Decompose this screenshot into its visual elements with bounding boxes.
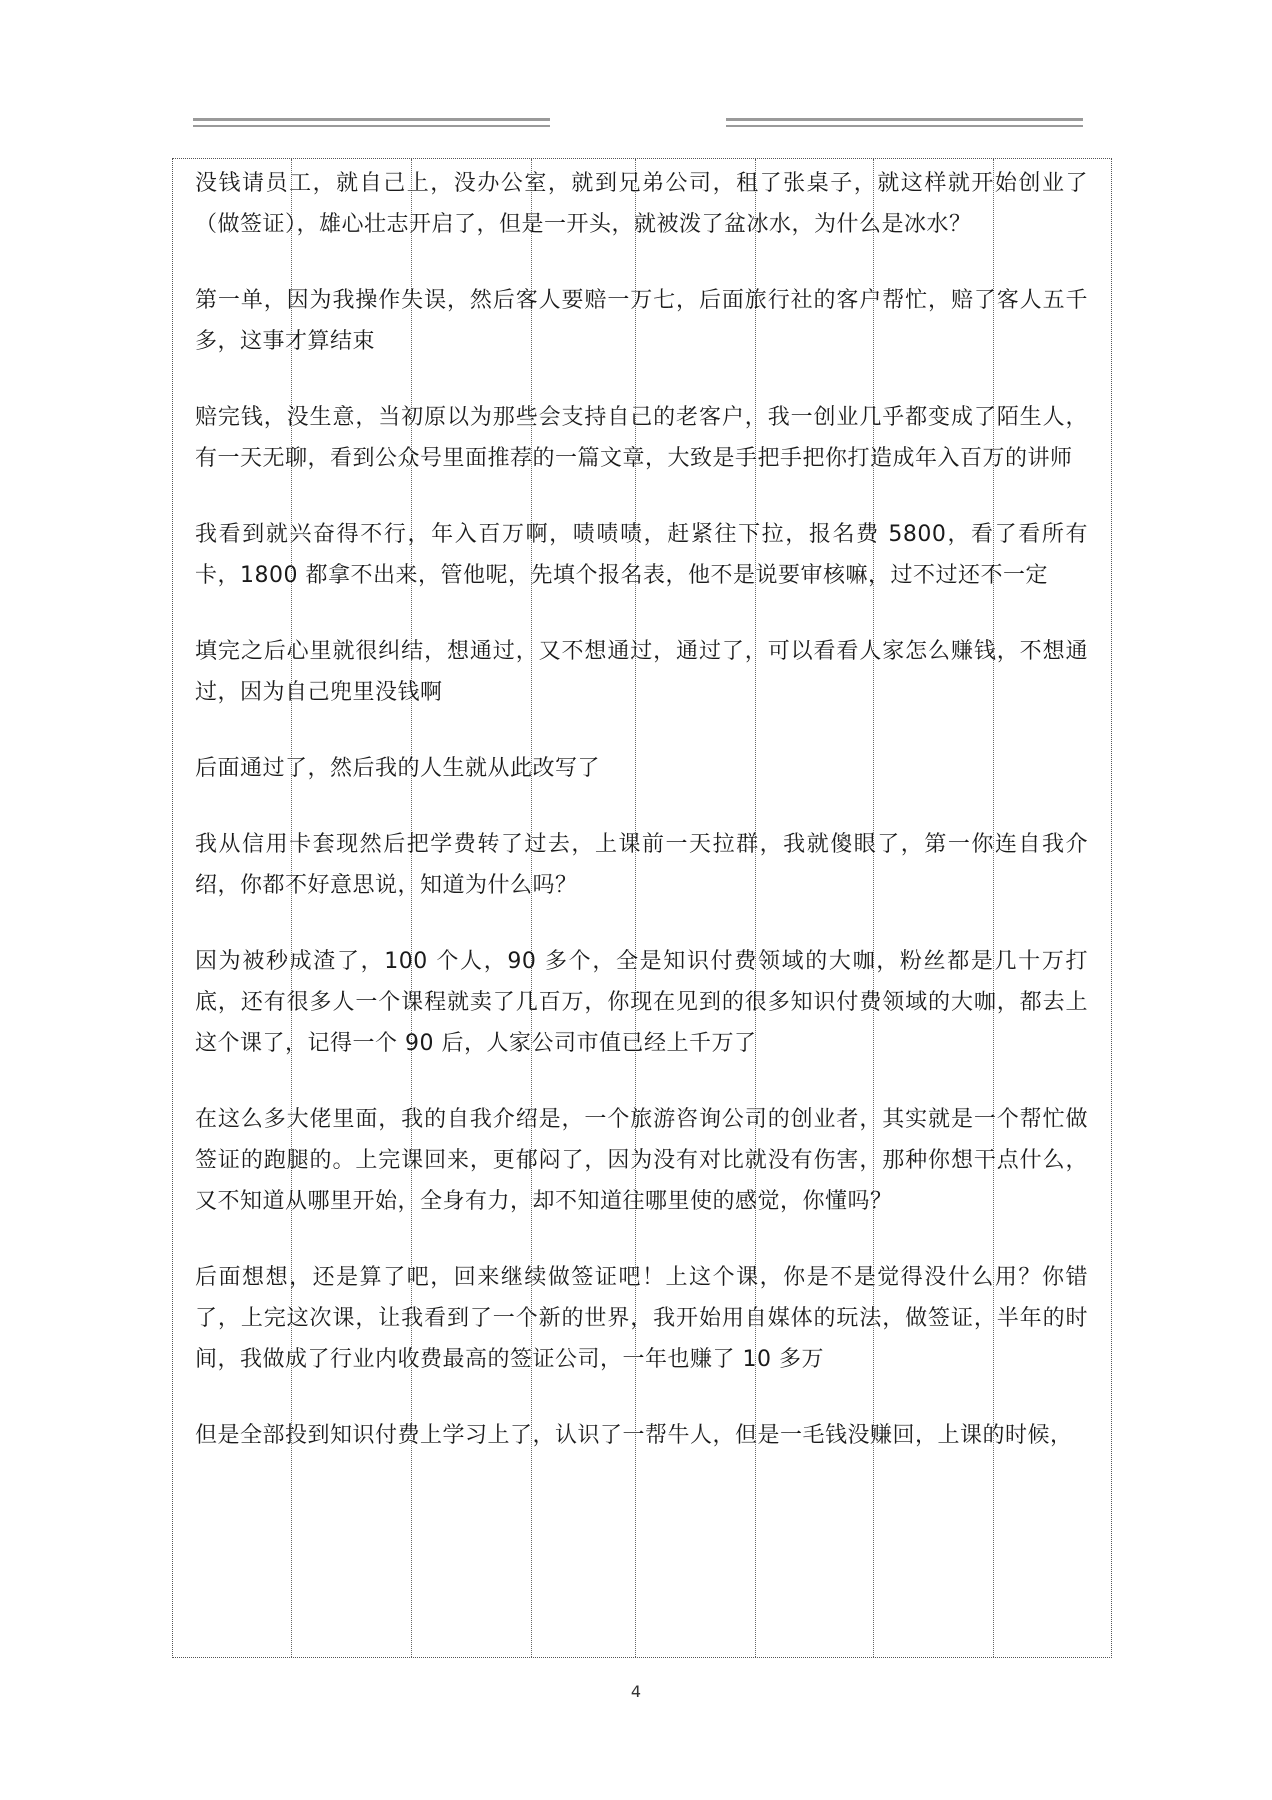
paragraph: 我从信用卡套现然后把学费转了过去，上课前一天拉群，我就傻眼了，第一你连自我介绍，你都不好意思说，知道为什么吗？ [195, 832, 1088, 898]
paragraph: 填完之后心里就很纠结，想通过，又不想通过，通过了，可以看看人家怎么赚钱，不想通过，因为自己兜里没钱啊 [195, 639, 1088, 705]
paragraph: 第一单，因为我操作失误，然后客人要赔一万七，后面旅行社的客户帮忙，赔了客人五千多，这事才算结束 [195, 288, 1088, 354]
paragraph: 在这么多大佬里面，我的自我介绍是，一个旅游咨询公司的创业者，其实就是一个帮忙做签证的跑腿的。上完课回来，更郁闷了，因为没有对比就没有伤害，那种你想干点什么，又不知道从哪里开始，全身有力，却不知道往哪里使的感觉，你懂吗？ [195, 1107, 1088, 1214]
paragraph: 我看到就兴奋得不行，年入百万啊，啧啧啧，赶紧往下拉，报名费 5800，看了看所有卡，1800 都拿不出来，管他呢，先填个报名表，他不是说要审核嘛，过不过还不一定 [195, 522, 1088, 588]
document-body [195, 163, 1088, 1491]
paragraph: 赔完钱，没生意，当初原以为那些会支持自己的老客户，我一创业几乎都变成了陌生人，有一天无聊，看到公众号里面推荐的一篇文章，大致是手把手把你打造成年入百万的讲师 [195, 405, 1088, 471]
paragraph: 但是全部投到知识付费上学习上了，认识了一帮牛人，但是一毛钱没赚回，上课的时候， [195, 1423, 1073, 1448]
header-rule-right [726, 118, 1083, 127]
page-number: 4 [630, 1682, 642, 1701]
header-rule-left [193, 118, 550, 127]
paragraph: 后面想想，还是算了吧，回来继续做签证吧！上这个课，你是不是觉得没什么用？你错了，上完这次课，让我看到了一个新的世界，我开始用自媒体的玩法，做签证，半年的时间，我做成了行业内收费最高的签证公司，一年也赚了 10 多万 [195, 1265, 1088, 1372]
paragraph: 没钱请员工，就自己上，没办公室，就到兄弟公司，租了张桌子，就这样就开始创业了（做签证），雄心壮志开启了，但是一开头，就被泼了盆冰水，为什么是冰水？ [195, 171, 1088, 237]
paragraph: 后面通过了，然后我的人生就从此改写了 [195, 756, 601, 781]
paragraph: 因为被秒成渣了，100 个人，90 多个，全是知识付费领域的大咖，粉丝都是几十万打底，还有很多人一个课程就卖了几百万，你现在见到的很多知识付费领域的大咖，都去上这个课了，记得一个 90 后，人家公司市值已经上千万了 [195, 949, 1088, 1056]
